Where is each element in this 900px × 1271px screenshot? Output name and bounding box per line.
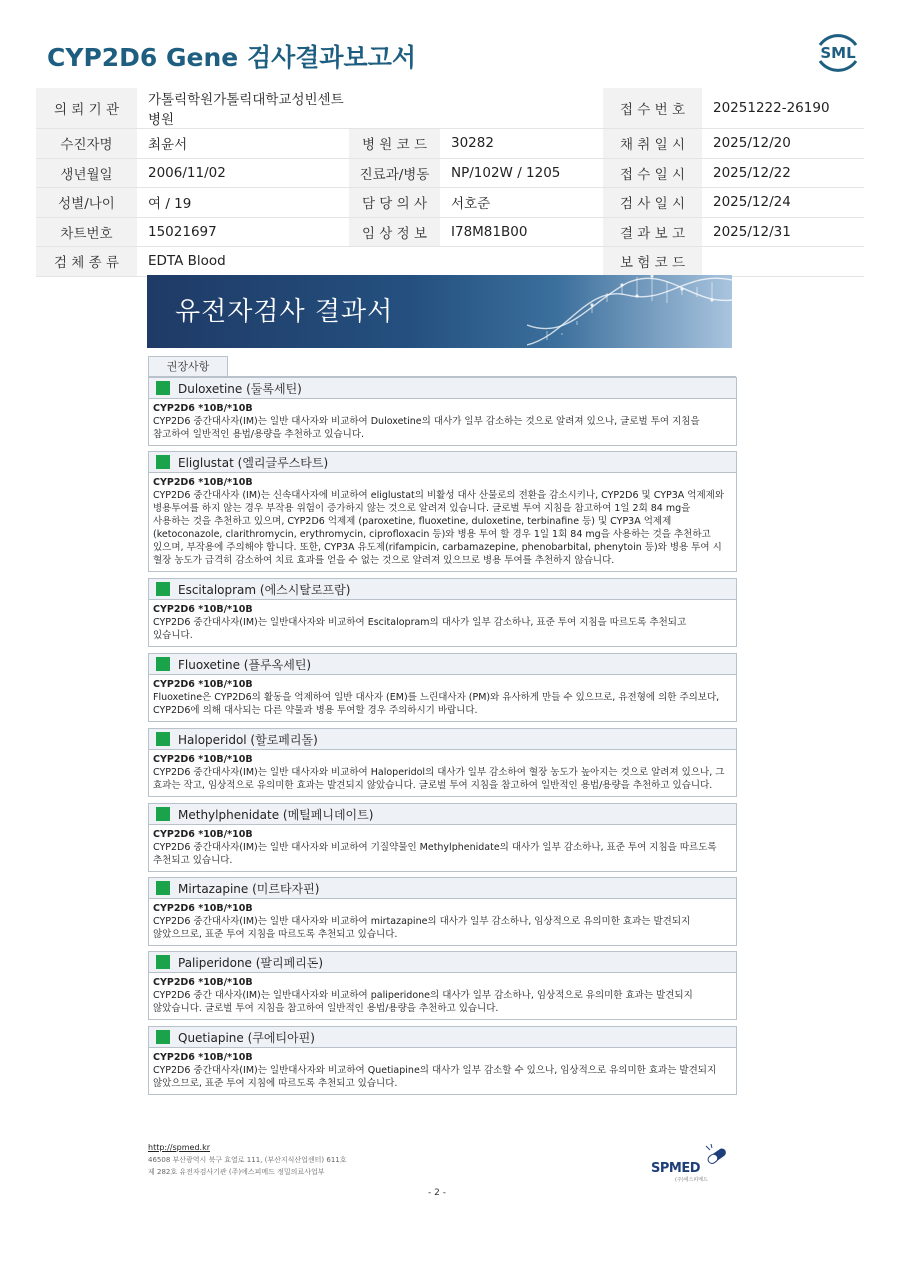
drug-text-line: (ketoconazole, clarithromycin, erythromycin, ciprofloxacin 등)와 병용 투여 할 경우 1일 1회 84 mg을 사용하는 것을 추천하고 <box>153 529 711 540</box>
drug-description <box>149 899 736 945</box>
drug-card <box>148 1026 737 1095</box>
footer-registration: 제 282호 유전자검사기관 (주)에스피메드 정밀의료사업부 <box>148 1168 325 1176</box>
drug-description <box>149 1048 736 1094</box>
info-value <box>702 247 864 277</box>
page-title: CYP2D6 Gene 검사결과보고서 <box>47 43 417 72</box>
info-label: 검 체 종 류 <box>36 247 137 277</box>
info-label: 생년월일 <box>36 158 137 188</box>
drug-text-line: 있습니다. <box>153 630 193 641</box>
sml-logo <box>812 27 864 79</box>
spmed-logo <box>651 1144 731 1184</box>
info-label: 보 험 코 드 <box>603 247 702 277</box>
drug-text-line: 참고하여 일반적인 용법/용량을 추천하고 있습니다. <box>153 429 365 440</box>
green-square-icon <box>156 381 170 395</box>
result-banner <box>147 275 732 348</box>
drug-header <box>149 804 736 825</box>
drug-text-line: 혈장 농도가 급격히 감소하여 치료 효과를 얻을 수 없는 것으로 알려져 있으므로 병용 투여를 추천하지 않습니다. <box>153 555 615 566</box>
info-row <box>36 158 864 188</box>
green-square-icon <box>156 732 170 746</box>
drug-text-line: CYP2D6 중간대사자 (IM)는 신속대사자에 비교하여 eliglustat의 비활성 대사 산물로의 전환을 감소시키나, CYP2D6 및 CYP3A 억제제와 <box>153 490 724 501</box>
drug-text-line: CYP2D6 중간대사자(IM)는 일반 대사자와 비교하여 Haloperidol의 대사가 일부 감소하여 혈장 농도가 높아지는 것으로 알려져 있으나, 그 <box>153 767 725 778</box>
drug-description <box>149 750 736 796</box>
drug-genotype: CYP2D6 *10B/*10B <box>153 754 253 765</box>
drug-card <box>148 451 737 572</box>
drug-card <box>148 877 737 946</box>
drug-card <box>148 803 737 872</box>
info-label: 채 취 일 시 <box>603 129 702 159</box>
green-square-icon <box>156 807 170 821</box>
info-value: 15021697 <box>137 217 349 247</box>
info-label: 수진자명 <box>36 129 137 159</box>
drug-description <box>149 973 736 1019</box>
drug-header <box>149 878 736 899</box>
info-value: 30282 <box>440 129 603 159</box>
drug-card <box>148 377 737 446</box>
sml-logo-text: SML <box>820 44 856 62</box>
info-value: 가톨릭학원가톨릭대학교성빈센트병원 <box>137 88 349 129</box>
info-value: 2025/12/20 <box>702 129 864 159</box>
page-number: - 2 - <box>428 1188 446 1198</box>
banner-title: 유전자검사 결과서 <box>175 297 394 327</box>
drug-text-line: 사용하는 것을 추천하고 있으며, CYP2D6 억제제 (paroxetine, fluoxetine, duloxetine, terbinafine 등) 및 CYP3A 억제제 <box>153 516 672 527</box>
drug-genotype: CYP2D6 *10B/*10B <box>153 604 253 615</box>
info-value: 2006/11/02 <box>137 158 349 188</box>
drug-genotype: CYP2D6 *10B/*10B <box>153 679 253 690</box>
info-value: 여 / 19 <box>137 188 349 218</box>
drug-card <box>148 578 737 647</box>
drug-genotype: CYP2D6 *10B/*10B <box>153 403 253 414</box>
green-square-icon <box>156 455 170 469</box>
drug-genotype: CYP2D6 *10B/*10B <box>153 829 253 840</box>
drug-header <box>149 952 736 973</box>
info-value: EDTA Blood <box>137 247 349 277</box>
drug-text-line: CYP2D6 중간대사자(IM)는 일반대사자와 비교하여 Quetiapine의 대사가 일부 감소할 수 있으나, 임상적으로 유의미한 효과는 발견되지 <box>153 1065 717 1076</box>
info-row <box>36 188 864 218</box>
capsule-icon <box>703 1144 731 1168</box>
drug-name: Fluoxetine (플루옥세틴) <box>178 658 312 672</box>
drug-description <box>149 399 736 445</box>
drug-text-line: CYP2D6 중간 대사자(IM)는 일반대사자와 비교하여 paliperidone의 대사가 일부 감소하나, 임상적으로 유의미한 효과는 발견되지 <box>153 990 693 1001</box>
drug-text-line: CYP2D6에 의해 대사되는 다른 약물과 병용 투여할 경우 주의하시기 바랍니다. <box>153 705 478 716</box>
info-row <box>36 88 864 129</box>
drug-header <box>149 378 736 399</box>
spmed-brand-sub: (주)에스피메드 <box>675 1177 708 1183</box>
spmed-brand-text: SPMED <box>651 1161 700 1176</box>
drug-header <box>149 1027 736 1048</box>
info-label: 검 사 일 시 <box>603 188 702 218</box>
drug-card <box>148 653 737 722</box>
drug-text-line: CYP2D6 중간대사자(IM)는 일반 대사자와 비교하여 mirtazapine의 대사가 일부 감소하나, 임상적으로 유의미한 효과는 발견되지 <box>153 916 691 927</box>
info-label: 결 과 보 고 <box>603 217 702 247</box>
info-row <box>36 247 864 277</box>
green-square-icon <box>156 955 170 969</box>
footer-address: 46508 부산광역시 북구 효열로 111, (부산지식산업센터) 611호 <box>148 1156 347 1164</box>
drug-name: Methylphenidate (메틸페니데이트) <box>178 808 374 822</box>
drug-name: Mirtazapine (미르타자핀) <box>178 882 320 896</box>
info-label: 접 수 일 시 <box>603 158 702 188</box>
drug-genotype: CYP2D6 *10B/*10B <box>153 477 253 488</box>
green-square-icon <box>156 657 170 671</box>
drug-description <box>149 675 736 721</box>
drug-text-line: 있으며, 부작용에 주의해야 합니다. 또한, CYP3A 유도제(rifampicin, carbamazepine, phenobarbital, phenytoin 등)와 병용 투여 시 <box>153 542 722 553</box>
drug-name: Duloxetine (둘록세틴) <box>178 382 302 396</box>
info-label: 병 원 코 드 <box>349 129 440 159</box>
info-value: 2025/12/22 <box>702 158 864 188</box>
drug-header <box>149 579 736 600</box>
info-value <box>440 247 603 277</box>
drug-description <box>149 473 736 571</box>
info-value: 서호준 <box>440 188 603 218</box>
green-square-icon <box>156 582 170 596</box>
drug-genotype: CYP2D6 *10B/*10B <box>153 1052 253 1063</box>
info-value <box>440 88 603 129</box>
drug-text-line: CYP2D6 중간대사자(IM)는 일반대사자와 비교하여 Escitalopram의 대사가 일부 감소하나, 표준 투여 지침을 따르도록 추천되고 <box>153 617 687 628</box>
drug-text-line: 병용투여를 하지 않는 경우 부작용 위험이 증가하지 않는 것으로 알려져 있습니다. 글로벌 투여 지침을 참고하여 1일 2회 84 mg을 <box>153 503 691 514</box>
recommendation-tab: 권장사항 <box>148 356 228 377</box>
info-label <box>349 88 440 129</box>
info-label: 담 당 의 사 <box>349 188 440 218</box>
drug-header <box>149 452 736 473</box>
info-value: 2025/12/24 <box>702 188 864 218</box>
drug-text-line: 않았으므로, 표준 투여 지침을 따르도록 추천되고 있습니다. <box>153 929 398 940</box>
info-value: 최윤서 <box>137 129 349 159</box>
info-label: 의 뢰 기 관 <box>36 88 137 129</box>
info-label: 차트번호 <box>36 217 137 247</box>
info-label: 임 상 정 보 <box>349 217 440 247</box>
info-label: 진료과/병동 <box>349 158 440 188</box>
drug-text-line: 않았으므로, 표준 투여 지침에 따르도록 추천되고 있습니다. <box>153 1078 398 1089</box>
info-label: 성별/나이 <box>36 188 137 218</box>
patient-info-table <box>36 88 864 277</box>
info-label <box>349 247 440 277</box>
drug-name: Paliperidone (팔리페리돈) <box>178 956 324 970</box>
green-square-icon <box>156 881 170 895</box>
drug-description <box>149 825 736 871</box>
drug-description <box>149 600 736 646</box>
drug-text-line: CYP2D6 중간대사자(IM)는 일반 대사자와 비교하여 Duloxetine의 대사가 일부 감소하는 것으로 알려져 있으나, 글로벌 투여 지침을 <box>153 416 700 427</box>
drug-text-line: 추천되고 있습니다. <box>153 855 233 866</box>
drug-genotype: CYP2D6 *10B/*10B <box>153 977 253 988</box>
drug-text-line: Fluoxetine은 CYP2D6의 활동을 억제하여 일반 대사자 (EM)를 느린대사자 (PM)와 유사하게 만들 수 있으므로, 유전형에 의한 주의보다, <box>153 692 720 703</box>
info-value: I78M81B00 <box>440 217 603 247</box>
drug-text-line: 않았습니다. 글로벌 투여 지침을 참고하여 일반적인 용법/용량을 추천하고 있습니다. <box>153 1003 499 1014</box>
drug-header <box>149 729 736 750</box>
drug-name: Eliglustat (엘리글루스타트) <box>178 456 329 470</box>
footer-url-link[interactable]: http://spmed.kr <box>148 1143 211 1152</box>
drug-name: Quetiapine (쿠에티아핀) <box>178 1031 315 1045</box>
drug-text-line: 효과는 작고, 임상적으로 유의미한 효과는 발견되지 않았습니다. 글로벌 투여 지침을 참고하여 일반적인 용법/용량을 추천하고 있습니다. <box>153 780 713 791</box>
drug-header <box>149 654 736 675</box>
drug-name: Escitalopram (에스시탈로프람) <box>178 583 351 597</box>
info-row <box>36 129 864 159</box>
info-label: 접 수 번 호 <box>603 88 702 129</box>
drug-text-line: CYP2D6 중간대사자(IM)는 일반 대사자와 비교하여 기질약물인 Methylphenidate의 대사가 일부 감소하나, 표준 투여 지침을 따르도록 <box>153 842 717 853</box>
dna-helix-icon <box>527 275 732 348</box>
drug-card <box>148 728 737 797</box>
info-value: NP/102W / 1205 <box>440 158 603 188</box>
drug-name: Haloperidol (할로페리돌) <box>178 733 318 747</box>
info-value: 20251222-26190 <box>702 88 864 129</box>
info-row <box>36 217 864 247</box>
drug-card <box>148 951 737 1020</box>
drug-genotype: CYP2D6 *10B/*10B <box>153 903 253 914</box>
green-square-icon <box>156 1030 170 1044</box>
info-value: 2025/12/31 <box>702 217 864 247</box>
